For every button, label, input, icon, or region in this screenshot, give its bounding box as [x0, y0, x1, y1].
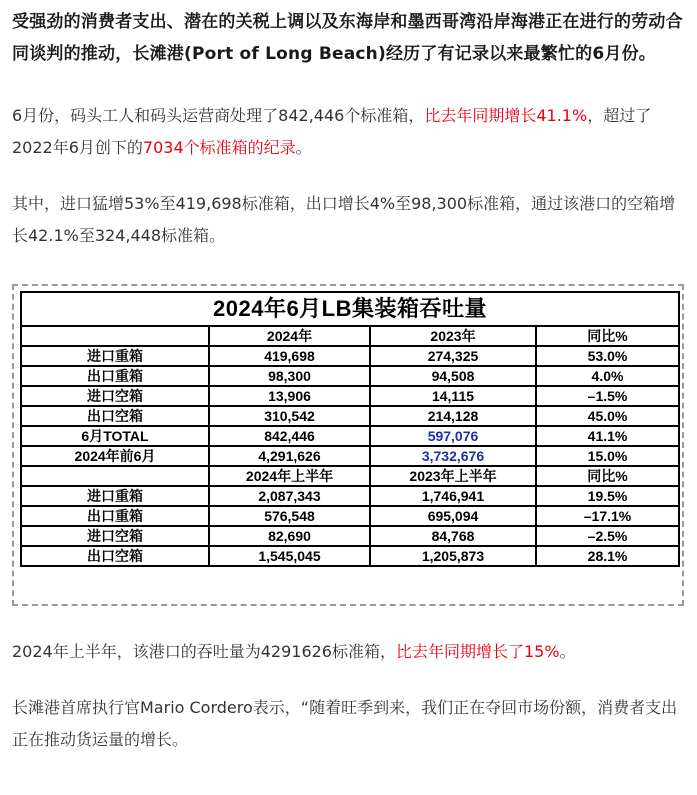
table-cell: –17.1% — [536, 506, 679, 526]
row-label: 出口重箱 — [21, 506, 209, 526]
p3-highlight-yoy: 比去年同期增长了15% — [395, 642, 560, 661]
table-cell: 1,545,045 — [209, 546, 370, 566]
table-cell: 576,548 — [209, 506, 370, 526]
p3-text-a: 2024年上半年，该港口的吞吐量为4291626标准箱， — [12, 642, 396, 661]
paragraph-ceo-quote: 长滩港首席执行官Mario Cordero表示，“随着旺季到来，我们正在夺回市场份额，消费者支出正在推动货运量的增长。 — [12, 698, 678, 749]
table-cell: 94,508 — [370, 366, 536, 386]
lead-paragraph: 受强劲的消费者支出、潜在的关税上调以及东海岸和墨西哥湾沿岸海港正在进行的劳动合同谈判的推动，长滩港(Port of Long Beach)经历了有记录以来最繁忙的6月份。 — [12, 12, 683, 64]
p1-highlight-yoy: 比去年同期增长41.1% — [424, 106, 588, 125]
table-cell: 310,542 — [209, 406, 370, 426]
paragraph-june-volume — [12, 100, 685, 164]
header-cell: 2023年 — [370, 326, 536, 346]
table-row — [21, 546, 679, 566]
table-cell-highlight: 3,732,676 — [370, 446, 536, 466]
table-cell: 98,300 — [209, 366, 370, 386]
p1-text-a: 6月份，码头工人和码头运营商处理了842,446个标准箱， — [12, 106, 425, 125]
row-label: 出口空箱 — [21, 546, 209, 566]
header-cell — [21, 466, 209, 486]
table-cell: 28.1% — [536, 546, 679, 566]
row-label: 进口空箱 — [21, 526, 209, 546]
table-cell: 842,446 — [209, 426, 370, 446]
table-row — [21, 366, 679, 386]
table-title-row — [21, 292, 679, 326]
row-label: 进口重箱 — [21, 346, 209, 366]
throughput-table — [20, 291, 680, 567]
table-row — [21, 486, 679, 506]
header-cell: 2023年上半年 — [370, 466, 536, 486]
paragraph-breakdown: 其中，进口猛增53%至419,698标准箱，出口增长4%至98,300标准箱，通过该港口的空箱增长42.1%至324,448标准箱。 — [12, 194, 676, 245]
table-cell: 84,768 — [370, 526, 536, 546]
table-header-row — [21, 466, 679, 486]
table-row — [21, 386, 679, 406]
header-cell — [21, 326, 209, 346]
row-label: 出口重箱 — [21, 366, 209, 386]
p1-text-b: ，超过了2022年6月创下的 — [12, 106, 652, 157]
header-cell: 2024年上半年 — [209, 466, 370, 486]
table-row — [21, 406, 679, 426]
table-cell: 14,115 — [370, 386, 536, 406]
table-cell: 4.0% — [536, 366, 679, 386]
table-cell: –2.5% — [536, 526, 679, 546]
table-cell: 1,205,873 — [370, 546, 536, 566]
header-cell: 同比% — [536, 466, 679, 486]
table-cell: 214,128 — [370, 406, 536, 426]
table-cell: 695,094 — [370, 506, 536, 526]
row-label: 6月TOTAL — [21, 426, 209, 446]
row-label: 出口空箱 — [21, 406, 209, 426]
table-header-row — [21, 326, 679, 346]
table-cell-highlight: 597,076 — [370, 426, 536, 446]
table-cell: 82,690 — [209, 526, 370, 546]
table-cell: 13,906 — [209, 386, 370, 406]
p1-highlight-record: 7034个标准箱的纪录 — [142, 138, 296, 157]
table-row — [21, 346, 679, 366]
header-cell: 同比% — [536, 326, 679, 346]
table-cell: –1.5% — [536, 386, 679, 406]
table-cell: 53.0% — [536, 346, 679, 366]
table-row — [21, 526, 679, 546]
article-page — [0, 6, 697, 795]
row-label: 进口空箱 — [21, 386, 209, 406]
header-cell: 2024年 — [209, 326, 370, 346]
table-image-frame — [12, 284, 684, 606]
table-row — [21, 446, 679, 466]
table-cell: 2,087,343 — [209, 486, 370, 506]
table-cell: 1,746,941 — [370, 486, 536, 506]
row-label: 2024年前6月 — [21, 446, 209, 466]
table-cell: 15.0% — [536, 446, 679, 466]
paragraph-half-year — [12, 636, 685, 668]
table-cell: 19.5% — [536, 486, 679, 506]
table-cell: 419,698 — [209, 346, 370, 366]
table-cell: 4,291,626 — [209, 446, 370, 466]
table-cell: 45.0% — [536, 406, 679, 426]
table-row — [21, 426, 679, 446]
row-label: 进口重箱 — [21, 486, 209, 506]
table-title: 2024年6月LB集装箱吞吐量 — [21, 292, 679, 326]
p1-text-c: 。 — [295, 138, 312, 157]
table-cell: 274,325 — [370, 346, 536, 366]
table-cell: 41.1% — [536, 426, 679, 446]
table-row — [21, 506, 679, 526]
p3-text-b: 。 — [559, 642, 576, 661]
